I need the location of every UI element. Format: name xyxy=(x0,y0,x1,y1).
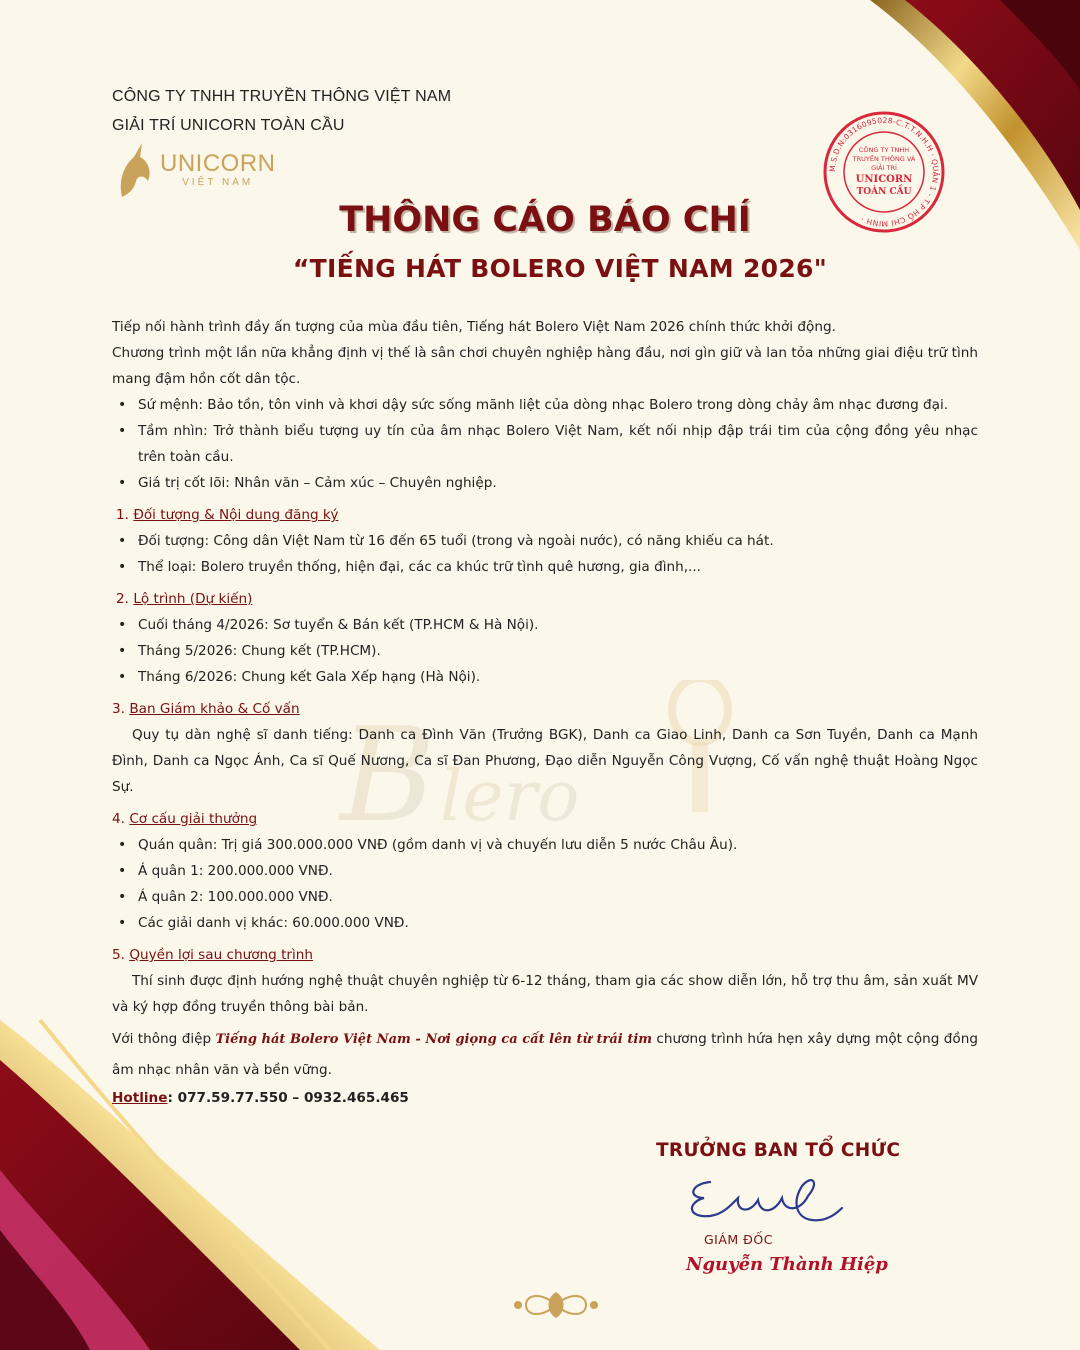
signature-role: GIÁM ĐỐC xyxy=(704,1232,773,1247)
list-item: • Giá trị cốt lõi: Nhân văn – Cảm xúc – Chuyên nghiệp. xyxy=(112,470,978,496)
intro-paragraph-2: Chương trình một lần nữa khẳng định vị thế là sân chơi chuyên nghiệp hàng đầu, nơi gìn giữ và lan tỏa những giai điệu trữ tình mang đậm hồn cốt dân tộc. xyxy=(112,345,978,387)
section-1-heading xyxy=(112,502,978,528)
section-3-heading xyxy=(112,696,978,722)
page-title: THÔNG CÁO BÁO CHÍ xyxy=(339,200,751,240)
stamp-line-3: GIẢI TRÍ xyxy=(871,164,897,172)
section-3-text: Quy tụ dàn nghệ sĩ danh tiếng: Danh ca Đình Văn (Trưởng BGK), Danh ca Giao Linh, Danh ca Sơn Tuyền, Danh ca Mạnh Đình, Danh ca Ngọc Ánh, Ca sĩ Quế Nương, Ca sĩ Đan Phương, Đạo diễn Nguyễn Công Vượng, Cố vấn nghệ thuật Hoàng Ngọc Sự. xyxy=(112,727,978,795)
unicorn-logo xyxy=(112,140,276,200)
section-title: Cơ cấu giải thưởng xyxy=(129,811,258,827)
gold-ornament-divider xyxy=(362,1288,750,1322)
section-4-list xyxy=(112,832,978,936)
list-item: • Cuối tháng 4/2026: Sơ tuyển & Bán kết (TP.HCM & Hà Nội). xyxy=(112,612,978,638)
stamp-line-1: CÔNG TY TNHH xyxy=(858,146,910,154)
hotline-label: Hotline xyxy=(112,1090,168,1106)
list-item: • Thể loại: Bolero truyền thống, hiện đại, các ca khúc trữ tình quê hương, gia đình,... xyxy=(112,554,978,580)
signature-heading: TRƯỞNG BAN TỔ CHỨC xyxy=(656,1140,901,1161)
intro-paragraph-1: Tiếp nối hành trình đầy ấn tượng của mùa đầu tiên, Tiếng hát Bolero Việt Nam 2026 chính thức khởi động. xyxy=(112,319,836,335)
section-number: 4. xyxy=(112,811,125,827)
section-5-heading xyxy=(112,942,978,968)
list-item: • Quán quân: Trị giá 300.000.000 VNĐ (gồm danh vị và chuyến lưu diễn 5 nước Châu Âu). xyxy=(112,832,978,858)
list-item: • Sứ mệnh: Bảo tồn, tôn vinh và khơi dậy sức sống mãnh liệt của dòng nhạc Bolero trong dòng chảy âm nhạc đương đại. xyxy=(112,392,978,418)
stamp-line-2: TRUYỀN THÔNG VÀ xyxy=(852,155,916,163)
intro-bullet-list xyxy=(112,392,978,496)
section-title: Ban Giám khảo & Cố vấn xyxy=(129,701,300,717)
company-name-block xyxy=(112,82,451,140)
list-item: • Tháng 6/2026: Chung kết Gala Xếp hạng (Hà Nội). xyxy=(112,664,978,690)
section-2-list xyxy=(112,612,978,690)
section-number: 5. xyxy=(112,947,125,963)
list-item: • Các giải danh vị khác: 60.000.000 VNĐ. xyxy=(112,910,978,936)
list-item: • Tháng 5/2026: Chung kết (TP.HCM). xyxy=(112,638,978,664)
page-subtitle: “TIẾNG HÁT BOLERO VIỆT NAM 2026" xyxy=(292,254,828,283)
closing-suffix: chương trình hứa hẹn xây dựng một cộng đồng âm nhạc nhân văn và bền vững. xyxy=(112,1031,978,1078)
section-number: 1. xyxy=(116,507,129,523)
section-number: 3. xyxy=(112,701,125,717)
closing-slogan: Tiếng hát Bolero Việt Nam - Nơi giọng ca cất lên từ trái tim xyxy=(215,1032,653,1047)
list-item: • Tầm nhìn: Trở thành biểu tượng uy tín của âm nhạc Bolero Việt Nam, kết nối nhịp đập trái tim của cộng đồng yêu nhạc trên toàn cầu. xyxy=(112,418,978,470)
list-item: • Á quân 1: 200.000.000 VNĐ. xyxy=(112,858,978,884)
svg-text:B: B xyxy=(340,699,436,851)
section-1-list xyxy=(112,528,978,580)
stamp-line-5: TOÀN CẦU xyxy=(856,187,912,197)
signature-name: Nguyễn Thành Hiệp xyxy=(686,1254,888,1275)
section-title: Quyền lợi sau chương trình xyxy=(129,947,314,963)
company-name-line-1: CÔNG TY TNHH TRUYỀN THÔNG VIỆT NAM xyxy=(112,88,452,105)
list-item: • Á quân 2: 100.000.000 VNĐ. xyxy=(112,884,978,910)
section-title: Lộ trình (Dự kiến) xyxy=(133,591,253,607)
section-title: Đối tượng & Nội dung đăng ký xyxy=(133,507,339,523)
closing-prefix: Với thông điệp xyxy=(112,1031,216,1047)
logo-sub-text: VIỆT NAM xyxy=(182,177,254,188)
closing-paragraph xyxy=(112,1024,978,1085)
hotline-line xyxy=(112,1085,978,1111)
unicorn-head-icon xyxy=(112,141,156,199)
section-5-text: Thí sinh được định hướng nghệ thuật chuyên nghiệp từ 6-12 tháng, tham gia các show diễn lớn, hỗ trợ thu âm, sản xuất MV và ký hợp đồng truyền thông bài bản. xyxy=(112,973,978,1015)
stamp-line-4: UNICORN xyxy=(855,174,913,185)
stamp-ring-text: M.S.D.N:0316095028-C.T.T.N.H.H · QUẬN 1 - T.P HỒ CHÍ MINH · xyxy=(827,115,941,229)
handwritten-signature xyxy=(680,1168,850,1228)
svg-text:lero: lero xyxy=(440,755,580,837)
hotline-value: : 077.59.77.550 – 0932.465.465 xyxy=(167,1090,409,1106)
document-body xyxy=(112,314,978,1111)
list-item: • Đối tượng: Công dân Việt Nam từ 16 đến 65 tuổi (trong và ngoài nước), có năng khiếu ca hát. xyxy=(112,528,978,554)
company-name-line-2: GIẢI TRÍ UNICORN TOÀN CẦU xyxy=(112,117,345,134)
logo-brand-text: UNICORN xyxy=(160,150,276,177)
section-4-heading xyxy=(112,806,978,832)
section-2-heading xyxy=(112,586,978,612)
section-number: 2. xyxy=(116,591,129,607)
